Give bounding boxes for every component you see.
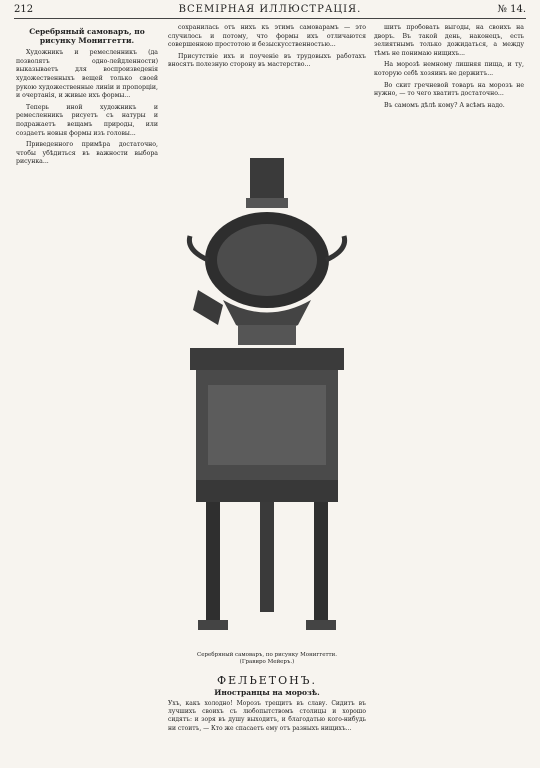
table-top — [190, 348, 344, 370]
cabinet-carving — [208, 385, 326, 465]
feuilleton-text: Ухъ, какъ холодно! Морозъ трещитъ въ славу. Сидитъ въ лучшихъ своихъ съ любопытствомъ столицы и хорошо сидятъ: и зоря въ душу выходитъ, и благодатью кого-нибудь ни стоитъ, — Кто же спасаетъ ему отъ разныхъ нищихъ... — [168, 700, 366, 732]
page-number: 212 — [14, 4, 34, 15]
paragraph: Въ самомъ дѣлѣ кому? А всѣмъ надо. — [384, 101, 505, 109]
samovar-stand — [238, 325, 296, 345]
paragraph: На морозѣ немному лишняя пища, и ту, которую себѣ хозяинъ не держитъ... — [374, 61, 524, 77]
engraver-credit: (Гравиро Мейеръ.) — [239, 659, 295, 665]
column-right — [374, 24, 524, 764]
table-leg — [206, 502, 220, 622]
paragraph: Теперь иной художникъ и ремесленникъ рисуетъ съ натуры и подражаетъ вещамъ природы, или создаетъ новыя формы изъ головы... — [16, 103, 158, 137]
header-rule — [14, 18, 526, 19]
samovar-engraving — [168, 150, 366, 654]
feuilleton-section — [168, 672, 366, 764]
caption-text: Серебряный самоваръ, по рисунку Мониггетти. — [197, 652, 337, 658]
samovar-handle-left — [189, 236, 208, 260]
samovar-handle-right — [326, 236, 345, 260]
column-left — [16, 24, 158, 764]
samovar-crown — [250, 158, 284, 198]
paragraph: шитъ пробовать выгоды, на своихъ на дворъ. Въ такой день, наконецъ, есть зелиятнымъ только дожидаться, а между тѣмъ не понимаю нищихъ... — [374, 24, 524, 57]
paragraph: Приведенного примѣра достаточно, чтобы убѣдиться въ важности выбора рисунка... — [16, 141, 158, 166]
rooster-figure — [193, 290, 223, 325]
table-leg — [314, 502, 328, 622]
paragraph: Во скит гречневой товаръ на морозъ не нужно, — то чего хватитъ достаточно... — [374, 81, 524, 98]
publication-title: ВСЕМІРНАЯ ИЛЛЮСТРАЦІЯ. — [178, 4, 362, 15]
article-heading: Серебряный самоваръ, по рисунку Мониггетти. — [29, 27, 145, 45]
leg-foot — [306, 620, 336, 630]
samovar-ornament — [217, 224, 317, 296]
feuilleton-subtitle: Иностранцы на морозѣ. — [214, 688, 320, 697]
leg-foot — [198, 620, 228, 630]
paragraph: Присутствіе ихъ и поученіе въ трудовыхъ работахъ вносятъ полезную сторону въ мастерство... — [168, 52, 366, 69]
paragraph: Художникъ и ремесленникъ (да позволятъ одно-лейдленности) выказываетъ для воспроизведенія художественныхъ вещей только своей рукою художественные линіи и пропорціи, и очертанія, и живые ихъ формы... — [16, 49, 158, 100]
samovar-collar — [246, 198, 288, 208]
running-header — [14, 4, 526, 18]
feuilleton-heading: ФЕЛЬЕТОНЪ. — [217, 674, 317, 687]
table-leg — [260, 502, 274, 612]
figure-caption — [168, 652, 366, 666]
cabinet-base — [196, 480, 338, 502]
column-middle-top — [168, 24, 366, 142]
paragraph: сохранилась отъ нихъ къ этимъ самоварамъ — это случилось и потому, что формы ихъ отличаются совершенною простотою и безыскусственностью... — [168, 24, 366, 49]
issue-number: № 14. — [497, 4, 526, 15]
